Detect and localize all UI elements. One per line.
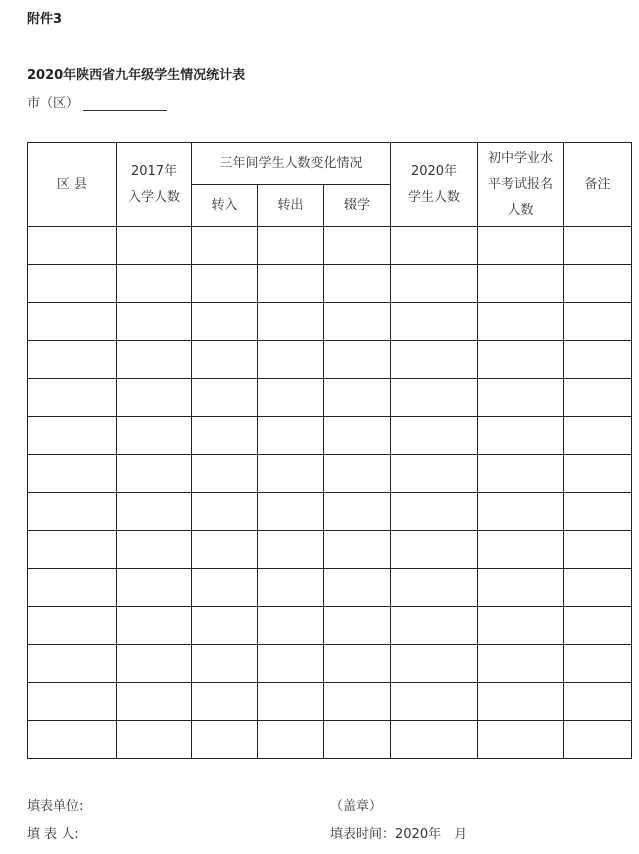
table-cell[interactable] bbox=[324, 721, 391, 759]
table-row bbox=[28, 227, 632, 265]
table-cell[interactable] bbox=[117, 265, 192, 303]
table-cell[interactable] bbox=[117, 303, 192, 341]
table-cell[interactable] bbox=[258, 569, 324, 607]
table-cell[interactable] bbox=[324, 683, 391, 721]
table-cell[interactable] bbox=[324, 265, 391, 303]
table-row bbox=[28, 379, 632, 417]
table-row bbox=[28, 493, 632, 531]
header-current-students: 2020年 学生人数 bbox=[391, 143, 478, 227]
table-row bbox=[28, 417, 632, 455]
table-cell[interactable] bbox=[117, 569, 192, 607]
table-cell[interactable] bbox=[28, 607, 117, 645]
table-cell[interactable] bbox=[28, 531, 117, 569]
document-title: 2020年陕西省九年级学生情况统计表 bbox=[27, 68, 246, 83]
date-label: 填表时间：2020年 月 bbox=[330, 827, 468, 842]
table-cell[interactable] bbox=[564, 455, 632, 493]
table-cell[interactable] bbox=[258, 417, 324, 455]
city-blank[interactable] bbox=[83, 97, 167, 111]
table-cell[interactable] bbox=[192, 379, 258, 417]
table-cell[interactable] bbox=[478, 607, 564, 645]
header-transfer-out: 转出 bbox=[258, 185, 324, 227]
table-row bbox=[28, 721, 632, 759]
table-cell[interactable] bbox=[391, 721, 478, 759]
header-dropout: 辍学 bbox=[324, 185, 391, 227]
table-cell[interactable] bbox=[117, 341, 192, 379]
unit-label: 填表单位: bbox=[27, 799, 84, 814]
table-cell[interactable] bbox=[391, 303, 478, 341]
table-cell[interactable] bbox=[391, 417, 478, 455]
table-cell[interactable] bbox=[258, 227, 324, 265]
table-cell[interactable] bbox=[117, 493, 192, 531]
table-cell[interactable] bbox=[192, 417, 258, 455]
table-cell[interactable] bbox=[28, 265, 117, 303]
table-cell[interactable] bbox=[192, 607, 258, 645]
table-cell[interactable] bbox=[117, 721, 192, 759]
table-cell[interactable] bbox=[28, 417, 117, 455]
table-row bbox=[28, 303, 632, 341]
table-cell[interactable] bbox=[324, 417, 391, 455]
table-cell[interactable] bbox=[478, 341, 564, 379]
table-cell[interactable] bbox=[564, 531, 632, 569]
table-cell[interactable] bbox=[478, 569, 564, 607]
table-cell[interactable] bbox=[478, 645, 564, 683]
table-cell[interactable] bbox=[564, 493, 632, 531]
table-cell[interactable] bbox=[478, 417, 564, 455]
table-cell[interactable] bbox=[28, 683, 117, 721]
table-cell[interactable] bbox=[192, 493, 258, 531]
table-cell[interactable] bbox=[192, 645, 258, 683]
city-label: 市（区） bbox=[27, 96, 80, 111]
table-cell[interactable] bbox=[117, 417, 192, 455]
table-cell[interactable] bbox=[324, 607, 391, 645]
table-cell[interactable] bbox=[192, 531, 258, 569]
table-row bbox=[28, 341, 632, 379]
header-enrollment: 2017年 入学人数 bbox=[117, 143, 192, 227]
table-cell[interactable] bbox=[478, 683, 564, 721]
table-row bbox=[28, 265, 632, 303]
statistics-table bbox=[27, 142, 632, 759]
table-cell[interactable] bbox=[28, 341, 117, 379]
table-cell[interactable] bbox=[478, 303, 564, 341]
table-cell[interactable] bbox=[117, 645, 192, 683]
table-cell[interactable] bbox=[324, 303, 391, 341]
table-cell[interactable] bbox=[324, 493, 391, 531]
table-cell[interactable] bbox=[391, 607, 478, 645]
table-cell[interactable] bbox=[28, 645, 117, 683]
table-cell[interactable] bbox=[324, 531, 391, 569]
table-cell[interactable] bbox=[117, 227, 192, 265]
table-cell[interactable] bbox=[117, 683, 192, 721]
header-district: 区 县 bbox=[28, 143, 117, 227]
table-cell[interactable] bbox=[391, 341, 478, 379]
table-cell[interactable] bbox=[192, 341, 258, 379]
table-cell[interactable] bbox=[192, 683, 258, 721]
table-cell[interactable] bbox=[564, 645, 632, 683]
table-cell[interactable] bbox=[28, 569, 117, 607]
table-cell[interactable] bbox=[478, 455, 564, 493]
table-row bbox=[28, 645, 632, 683]
table-cell[interactable] bbox=[564, 607, 632, 645]
table-cell[interactable] bbox=[258, 455, 324, 493]
attachment-label: 附件3 bbox=[27, 12, 63, 27]
table-cell[interactable] bbox=[258, 607, 324, 645]
table-cell[interactable] bbox=[391, 645, 478, 683]
table-cell[interactable] bbox=[564, 341, 632, 379]
table-cell[interactable] bbox=[564, 683, 632, 721]
table-cell[interactable] bbox=[258, 531, 324, 569]
seal-label: （盖章） bbox=[330, 799, 383, 814]
header-notes: 备注 bbox=[564, 143, 632, 227]
table-cell[interactable] bbox=[478, 379, 564, 417]
table-cell[interactable] bbox=[324, 569, 391, 607]
table-cell[interactable] bbox=[478, 227, 564, 265]
table-cell[interactable] bbox=[258, 493, 324, 531]
table-cell[interactable] bbox=[258, 721, 324, 759]
table-cell[interactable] bbox=[391, 683, 478, 721]
table-cell[interactable] bbox=[192, 569, 258, 607]
table-cell[interactable] bbox=[192, 265, 258, 303]
table-cell[interactable] bbox=[28, 303, 117, 341]
table-cell[interactable] bbox=[324, 341, 391, 379]
table-cell[interactable] bbox=[478, 493, 564, 531]
table-cell[interactable] bbox=[192, 303, 258, 341]
table-cell[interactable] bbox=[564, 265, 632, 303]
table-row bbox=[28, 455, 632, 493]
table-cell[interactable] bbox=[324, 455, 391, 493]
table-cell[interactable] bbox=[258, 303, 324, 341]
table-cell[interactable] bbox=[28, 493, 117, 531]
table-cell[interactable] bbox=[258, 265, 324, 303]
header-transfer-in: 转入 bbox=[192, 185, 258, 227]
table-cell[interactable] bbox=[117, 455, 192, 493]
table-cell[interactable] bbox=[564, 569, 632, 607]
table-cell[interactable] bbox=[28, 227, 117, 265]
header-exam-registrations: 初中学业水 平考试报名 人数 bbox=[478, 143, 564, 227]
table-cell[interactable] bbox=[117, 379, 192, 417]
table-cell[interactable] bbox=[324, 379, 391, 417]
table-cell[interactable] bbox=[117, 531, 192, 569]
table-cell[interactable] bbox=[192, 455, 258, 493]
table-cell[interactable] bbox=[564, 417, 632, 455]
table-cell[interactable] bbox=[564, 303, 632, 341]
table-cell[interactable] bbox=[28, 379, 117, 417]
city-field bbox=[27, 92, 167, 111]
header-change-group: 三年间学生人数变化情况 bbox=[192, 143, 391, 185]
table-cell[interactable] bbox=[192, 721, 258, 759]
table-cell[interactable] bbox=[28, 721, 117, 759]
table-cell[interactable] bbox=[258, 379, 324, 417]
table-cell[interactable] bbox=[478, 265, 564, 303]
table-cell[interactable] bbox=[564, 721, 632, 759]
table-cell[interactable] bbox=[564, 227, 632, 265]
table-cell[interactable] bbox=[564, 379, 632, 417]
table-cell[interactable] bbox=[117, 607, 192, 645]
table-cell[interactable] bbox=[478, 721, 564, 759]
table-cell[interactable] bbox=[324, 227, 391, 265]
table-cell[interactable] bbox=[391, 531, 478, 569]
table-cell[interactable] bbox=[258, 683, 324, 721]
table-cell[interactable] bbox=[391, 379, 478, 417]
table-cell[interactable] bbox=[478, 531, 564, 569]
table-cell[interactable] bbox=[28, 455, 117, 493]
filler-label: 填 表 人: bbox=[27, 827, 79, 842]
table-cell[interactable] bbox=[391, 569, 478, 607]
table-row bbox=[28, 683, 632, 721]
table-cell[interactable] bbox=[258, 645, 324, 683]
table-row bbox=[28, 531, 632, 569]
table-cell[interactable] bbox=[192, 227, 258, 265]
table-cell[interactable] bbox=[391, 455, 478, 493]
table-cell[interactable] bbox=[391, 493, 478, 531]
table-row bbox=[28, 607, 632, 645]
table-cell[interactable] bbox=[391, 265, 478, 303]
table-cell[interactable] bbox=[391, 227, 478, 265]
table-cell[interactable] bbox=[324, 645, 391, 683]
table-cell[interactable] bbox=[258, 341, 324, 379]
table-row bbox=[28, 569, 632, 607]
